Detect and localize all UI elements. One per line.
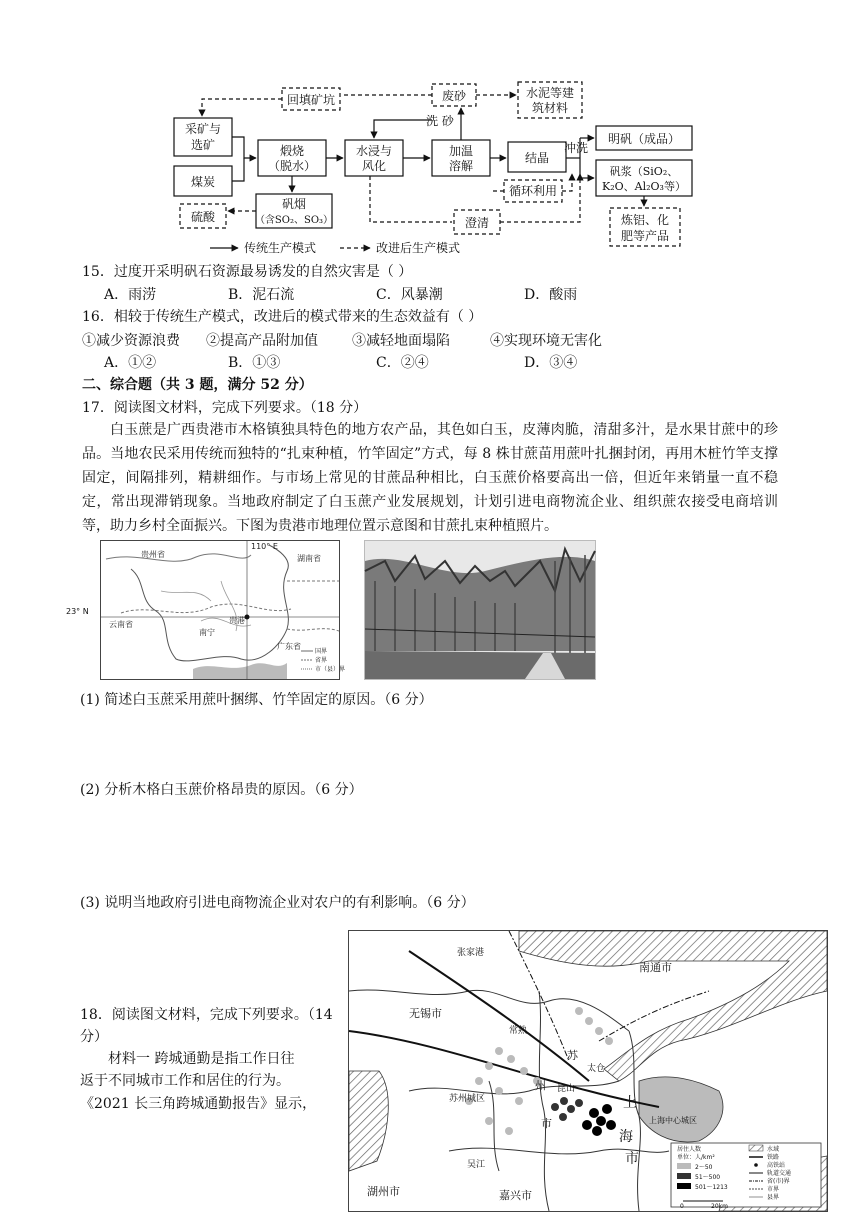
hunan-label: 湖南省 — [297, 554, 321, 563]
q18-material-l3: 《2021 长三角跨城通勤报告》显示， — [80, 1096, 317, 1112]
legend-hsr: 高铁站 — [767, 1162, 786, 1169]
legend-title-2: 单位：人/km² — [677, 1154, 715, 1161]
legend-range-1: 2～50 — [695, 1164, 713, 1171]
lon-label: 110° E — [251, 542, 278, 551]
smelt-l1: 炼铝、化 — [620, 213, 670, 227]
label-su: 苏 — [567, 1049, 578, 1062]
q16-option-a[interactable]: A．①② — [104, 355, 157, 371]
label-sh-center: 上海中心城区 — [649, 1116, 697, 1125]
legend-county-border: 县界 — [767, 1194, 780, 1201]
label-jiaxing: 嘉兴市 — [499, 1189, 532, 1202]
legend-title-1: 居住人数 — [677, 1146, 702, 1153]
q15-stem: 15．过度开采明矾石资源最易诱发的自然灾害是（ ） — [82, 264, 413, 280]
label-hai: 海 — [619, 1129, 633, 1145]
smelt-l2: 肥等产品 — [620, 229, 670, 243]
q18-material-l2: 返于不同城市工作和居住的行为。 — [80, 1073, 290, 1089]
q16-choice-4: ④实现环境无害化 — [490, 333, 602, 349]
q15-option-a[interactable]: A．雨涝 — [104, 287, 157, 303]
label-zhangjiagang: 张家港 — [457, 948, 485, 958]
legend-traditional: 传统生产模式 — [244, 241, 317, 255]
q16-stem: 16．相较于传统生产模式，改进后的模式带来的生态效益有（ ） — [82, 309, 483, 325]
dissolve-l2: 溶解 — [448, 159, 474, 173]
calcine-l1: 煅烧 — [279, 144, 305, 158]
q16-choice-1: ①减少资源浪费 — [82, 333, 180, 349]
q17-stem: 17．阅读图文材料，完成下列要求。（18 分） — [82, 400, 368, 416]
slurry-l2: K₂O、Al₂O₃等） — [602, 180, 686, 193]
q16-option-d[interactable]: D．③④ — [524, 355, 578, 371]
smoke-l2: （含SO₂、SO₃） — [254, 215, 334, 226]
legend-country: 国界 — [315, 648, 328, 655]
cement-l1: 水泥等建 — [525, 86, 575, 100]
flow-svg — [170, 78, 700, 258]
label-shi1: 市 — [541, 1117, 552, 1130]
mining-l2: 选矿 — [190, 138, 216, 152]
q17-sub2: (2) 分析木格白玉蔗价格昂贵的原因。（6 分） — [80, 782, 363, 798]
q18-stem-l2: 分） — [80, 1029, 108, 1045]
q17-sub1: (1) 简述白玉蔗采用蔗叶捆绑、竹竿固定的原因。（6 分） — [80, 692, 433, 708]
q16-choice-2: ②提高产品附加值 — [206, 333, 318, 349]
label-changshu: 常熟 — [509, 1026, 528, 1036]
label-wujiang: 吴江 — [467, 1160, 486, 1170]
legend-metro: 轨道交通 — [767, 1170, 792, 1177]
guizhou-label: 贵州省 — [141, 550, 165, 559]
q17-paragraph: 白玉蔗是广西贵港市木格镇独具特色的地方农产品，其色如白玉，皮薄肉脆，清甜多汁，是水果甘蔗中的珍品。当地农民采用传统而独特的“扎束种植，竹竿固定”方式，每 8 株甘蔗苗用蔗叶扎捆封闭，再用木桩竹竿支撑固定，间隔排列，精耕细作。与市场上常见的甘蔗品种相比，白玉蔗价格要高出一倍，但近年来销量一直不稳定，常出现滞销现象。当地政府制定了白玉蔗产业发展规划，计划引进电商物流企业、组织蔗农接受电商培训等，助力乡村全面振兴。下图为贵港市地理位置示意图和甘蔗扎束种植照片。 — [82, 422, 778, 534]
wash-sand-label: 洗 砂 — [426, 114, 454, 128]
q18-material-l1: 材料一 跨城通勤是指工作日往 — [108, 1051, 295, 1067]
legend-province-border: 省(市)界 — [767, 1178, 790, 1185]
yunnan-label: 云南省 — [109, 620, 133, 629]
sugarcane-photo — [364, 540, 596, 680]
label-nantong: 南通市 — [639, 961, 672, 974]
map-legend — [671, 1143, 821, 1210]
label-shi2: 市 — [625, 1151, 639, 1167]
legend-range-3: 501～1213 — [695, 1184, 728, 1191]
legend-city: 市（县）界 — [315, 666, 346, 673]
guigang-location-map — [100, 540, 346, 680]
mining-l1: 采矿与 — [184, 122, 222, 136]
q16-choice-3: ③减轻地面塌陷 — [352, 333, 450, 349]
soak-l1: 水浸与 — [355, 144, 393, 158]
yangtze-delta-map — [348, 930, 828, 1212]
q15-option-d[interactable]: D．酸雨 — [524, 287, 578, 303]
nanning-label: 南宁 — [199, 628, 215, 637]
rinse-label: 冲洗 — [563, 141, 589, 155]
section-2-heading: 二、综合题（共 3 题，满分 52 分） — [82, 377, 313, 393]
soak-l2: 风化 — [361, 159, 387, 173]
smoke-l1: 矾烟 — [281, 197, 307, 211]
legend-rail: 铁路 — [767, 1154, 780, 1161]
q15-option-b[interactable]: B．泥石流 — [228, 287, 295, 303]
legend-water: 水域 — [767, 1146, 780, 1153]
scale-0: 0 — [680, 1203, 684, 1210]
lat-label: 23° N — [66, 607, 89, 616]
label-shang: 上 — [623, 1095, 637, 1111]
legend-range-2: 51～500 — [695, 1174, 721, 1181]
q18-stem-l1: 18．阅读图文材料，完成下列要求。（14 — [80, 1007, 333, 1023]
alum-label: 明矾（成品） — [607, 132, 681, 146]
q16-option-b[interactable]: B．①③ — [228, 355, 281, 371]
crystal-label: 结晶 — [524, 151, 550, 165]
recycle-label: 循环利用 — [508, 184, 558, 198]
label-wuxi: 无锡市 — [409, 1007, 442, 1020]
q16-options — [104, 352, 577, 372]
coal-label: 煤炭 — [190, 175, 216, 189]
q17-sub3: (3) 说明当地政府引进电商物流企业对农户的有利影响。（6 分） — [80, 895, 475, 911]
label-huzhou: 湖州市 — [367, 1185, 400, 1198]
q16-option-c[interactable]: C．②④ — [376, 355, 429, 371]
dissolve-l1: 加温 — [448, 144, 474, 158]
guangdong-label: 广东省 — [277, 642, 301, 651]
scale-20km: 20km — [711, 1203, 728, 1210]
calcine-l2: （脱水） — [267, 159, 317, 173]
label-suzhou-city: 苏州城区 — [449, 1094, 486, 1104]
label-kunshan: 昆山 — [557, 1084, 576, 1094]
flow-diagram — [170, 78, 700, 258]
slurry-l1: 矾浆（SiO₂、 — [609, 165, 679, 178]
legend-improved: 改进后生产模式 — [376, 241, 461, 255]
flow-legend — [210, 240, 460, 255]
cement-l2: 筑材料 — [531, 101, 569, 115]
clarify-label: 澄清 — [464, 216, 490, 230]
legend-province: 省界 — [315, 657, 328, 664]
label-zhou: 州 — [535, 1079, 546, 1092]
q16-choices — [82, 330, 602, 350]
waste-sand-label: 废砂 — [441, 89, 467, 103]
q15-option-c[interactable]: C．风暴潮 — [376, 287, 443, 303]
legend-city-border: 市界 — [767, 1186, 780, 1193]
sulfuric-label: 硫酸 — [190, 210, 216, 224]
q15-options — [104, 284, 577, 304]
label-taicang: 太仓 — [587, 1064, 606, 1074]
guigang-label: 贵港 — [229, 616, 245, 625]
backfill-label: 回填矿坑 — [286, 93, 336, 107]
